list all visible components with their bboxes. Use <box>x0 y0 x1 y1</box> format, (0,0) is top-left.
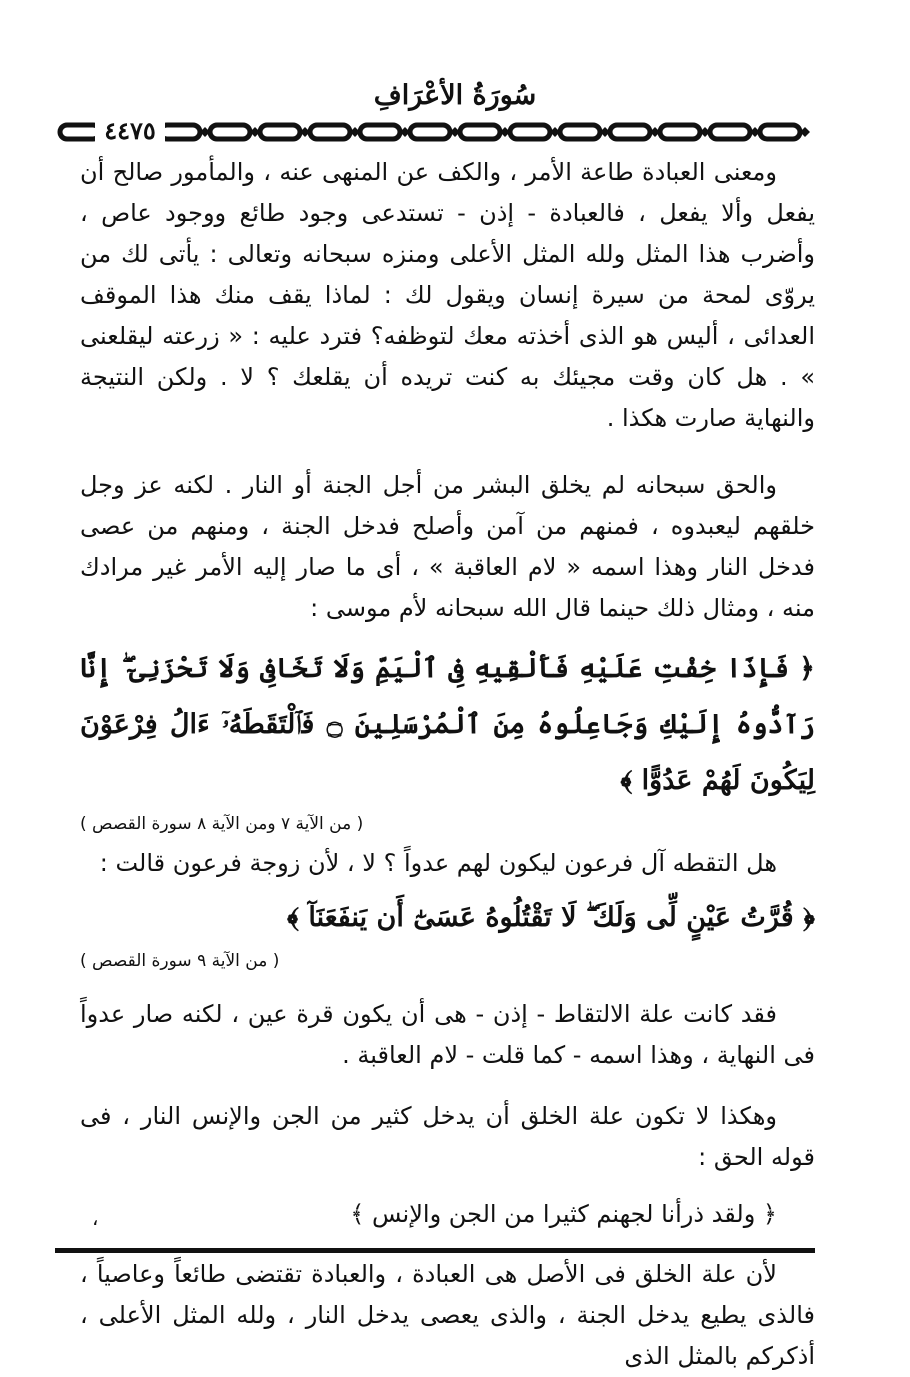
quote-text: ﴿ ولقد ذرأنا لجهنم كثيرا من الجن والإنس ﴾ <box>350 1200 777 1228</box>
chain-link <box>60 125 100 139</box>
chain-link <box>710 125 750 139</box>
chain-link <box>510 125 550 139</box>
paragraph: فقد كانت علة الالتقاط - إذن - هى أن يكون قرة عين ، لكنه صار عدواً فى النهاية ، وهذا اسمه - كما قلت - لام العاقبة . <box>80 1000 815 1069</box>
page-body <box>80 152 815 1377</box>
paragraph: ومعنى العبادة طاعة الأمر ، والكف عن المنهى عنه ، والمأمور صالح أن يفعل وألا يفعل ، فالعبادة - إذن - تستدعى وجود طائع ووجود عاص ، وأضرب هذا المثل ولله المثل الأعلى ومنزه سبحانه وتعالى : يأتى لك من يروّى لمحة من سيرة إنسان ويقول لك : لماذا يقف منك هذا الموقف العدائى ، أليس هو الذى أخذته معك لتوظفه؟ فترد عليه : « زرعته ليقلعنى » . هل كان وقت مجيئك به كنت تريده أن يقلعك ؟ لا . ولكن النتيجة والنهاية صارت هكذا . <box>80 158 815 432</box>
chain-link <box>660 125 700 139</box>
margin-mark: ، <box>92 1206 99 1230</box>
chain-link <box>410 125 450 139</box>
paragraph: لأن علة الخلق فى الأصل هى العبادة ، والعبادة تقتضى طائعاً وعاصياً ، فالذى يطيع يدخل الجنة ، والذى يعصى يدخل النار ، ولله المثل الأعلى ، أذكركم بالمثل الذى <box>80 1260 815 1370</box>
chain-link <box>260 125 300 139</box>
bottom-rule <box>55 1248 815 1253</box>
verse-reference: ( من الآية ٧ ومن الآية ٨ سورة القصص ) <box>80 814 364 834</box>
page-number: ٤٤٧٥ <box>95 116 165 146</box>
verse-reference: ( من الآية ٩ سورة القصص ) <box>80 951 280 971</box>
paragraph: هل التقطه آل فرعون ليكون لهم عدواً ؟ لا ، لأن زوجة فرعون قالت : <box>99 849 777 877</box>
paragraph: والحق سبحانه لم يخلق البشر من أجل الجنة أو النار . لكنه عز وجل خلقهم ليعبدوه ، فمنهم من آمن وأصلح فدخل الجنة ، ومنهم من عصى فدخل النار وهذا اسمه « لام العاقبة » ، أى ما صار إليه الأمر غير مرادك منه ، ومثال ذلك حينما قال الله سبحانه لأم موسى : <box>80 471 815 622</box>
quran-verse: ﴿ قُرَّتُ عَيْنٍ لِّى وَلَكَ ۖ لَا تَقْتُلُوهُ عَسَىٰٓ أَن يَنفَعَنَآ ﴾ <box>287 902 815 933</box>
surah-title: سُورَةُ الأعْرَافِ <box>373 80 537 111</box>
chain-link <box>560 125 600 139</box>
paragraph: وهكذا لا تكون علة الخلق أن يدخل كثير من الجن والإنس النار ، فى قوله الحق : <box>80 1102 815 1171</box>
chain-link <box>610 125 650 139</box>
ornamental-border <box>55 120 815 144</box>
chain-link <box>310 125 350 139</box>
chain-link <box>160 125 200 139</box>
chain-link <box>210 125 250 139</box>
chain-link <box>760 125 800 139</box>
chain-link <box>460 125 500 139</box>
chain-link <box>360 125 400 139</box>
quran-verse: ﴿ فَإِذَا خِفْتِ عَلَيْهِ فَأَلْقِيهِ فِى ٱلْيَمِّ وَلَا تَخَافِى وَلَا تَحْزَنِىٓ ۖ إِنَّا رَآدُّوهُ إِلَيْكِ وَجَاعِلُوهُ مِنَ ٱلْمُرْسَلِينَ ۝ فَٱلْتَقَطَهُۥٓ ءَالُ فِرْعَوْنَ لِيَكُونَ لَهُمْ عَدُوًّا ﴾ <box>80 653 816 796</box>
quote-line <box>80 1194 815 1234</box>
